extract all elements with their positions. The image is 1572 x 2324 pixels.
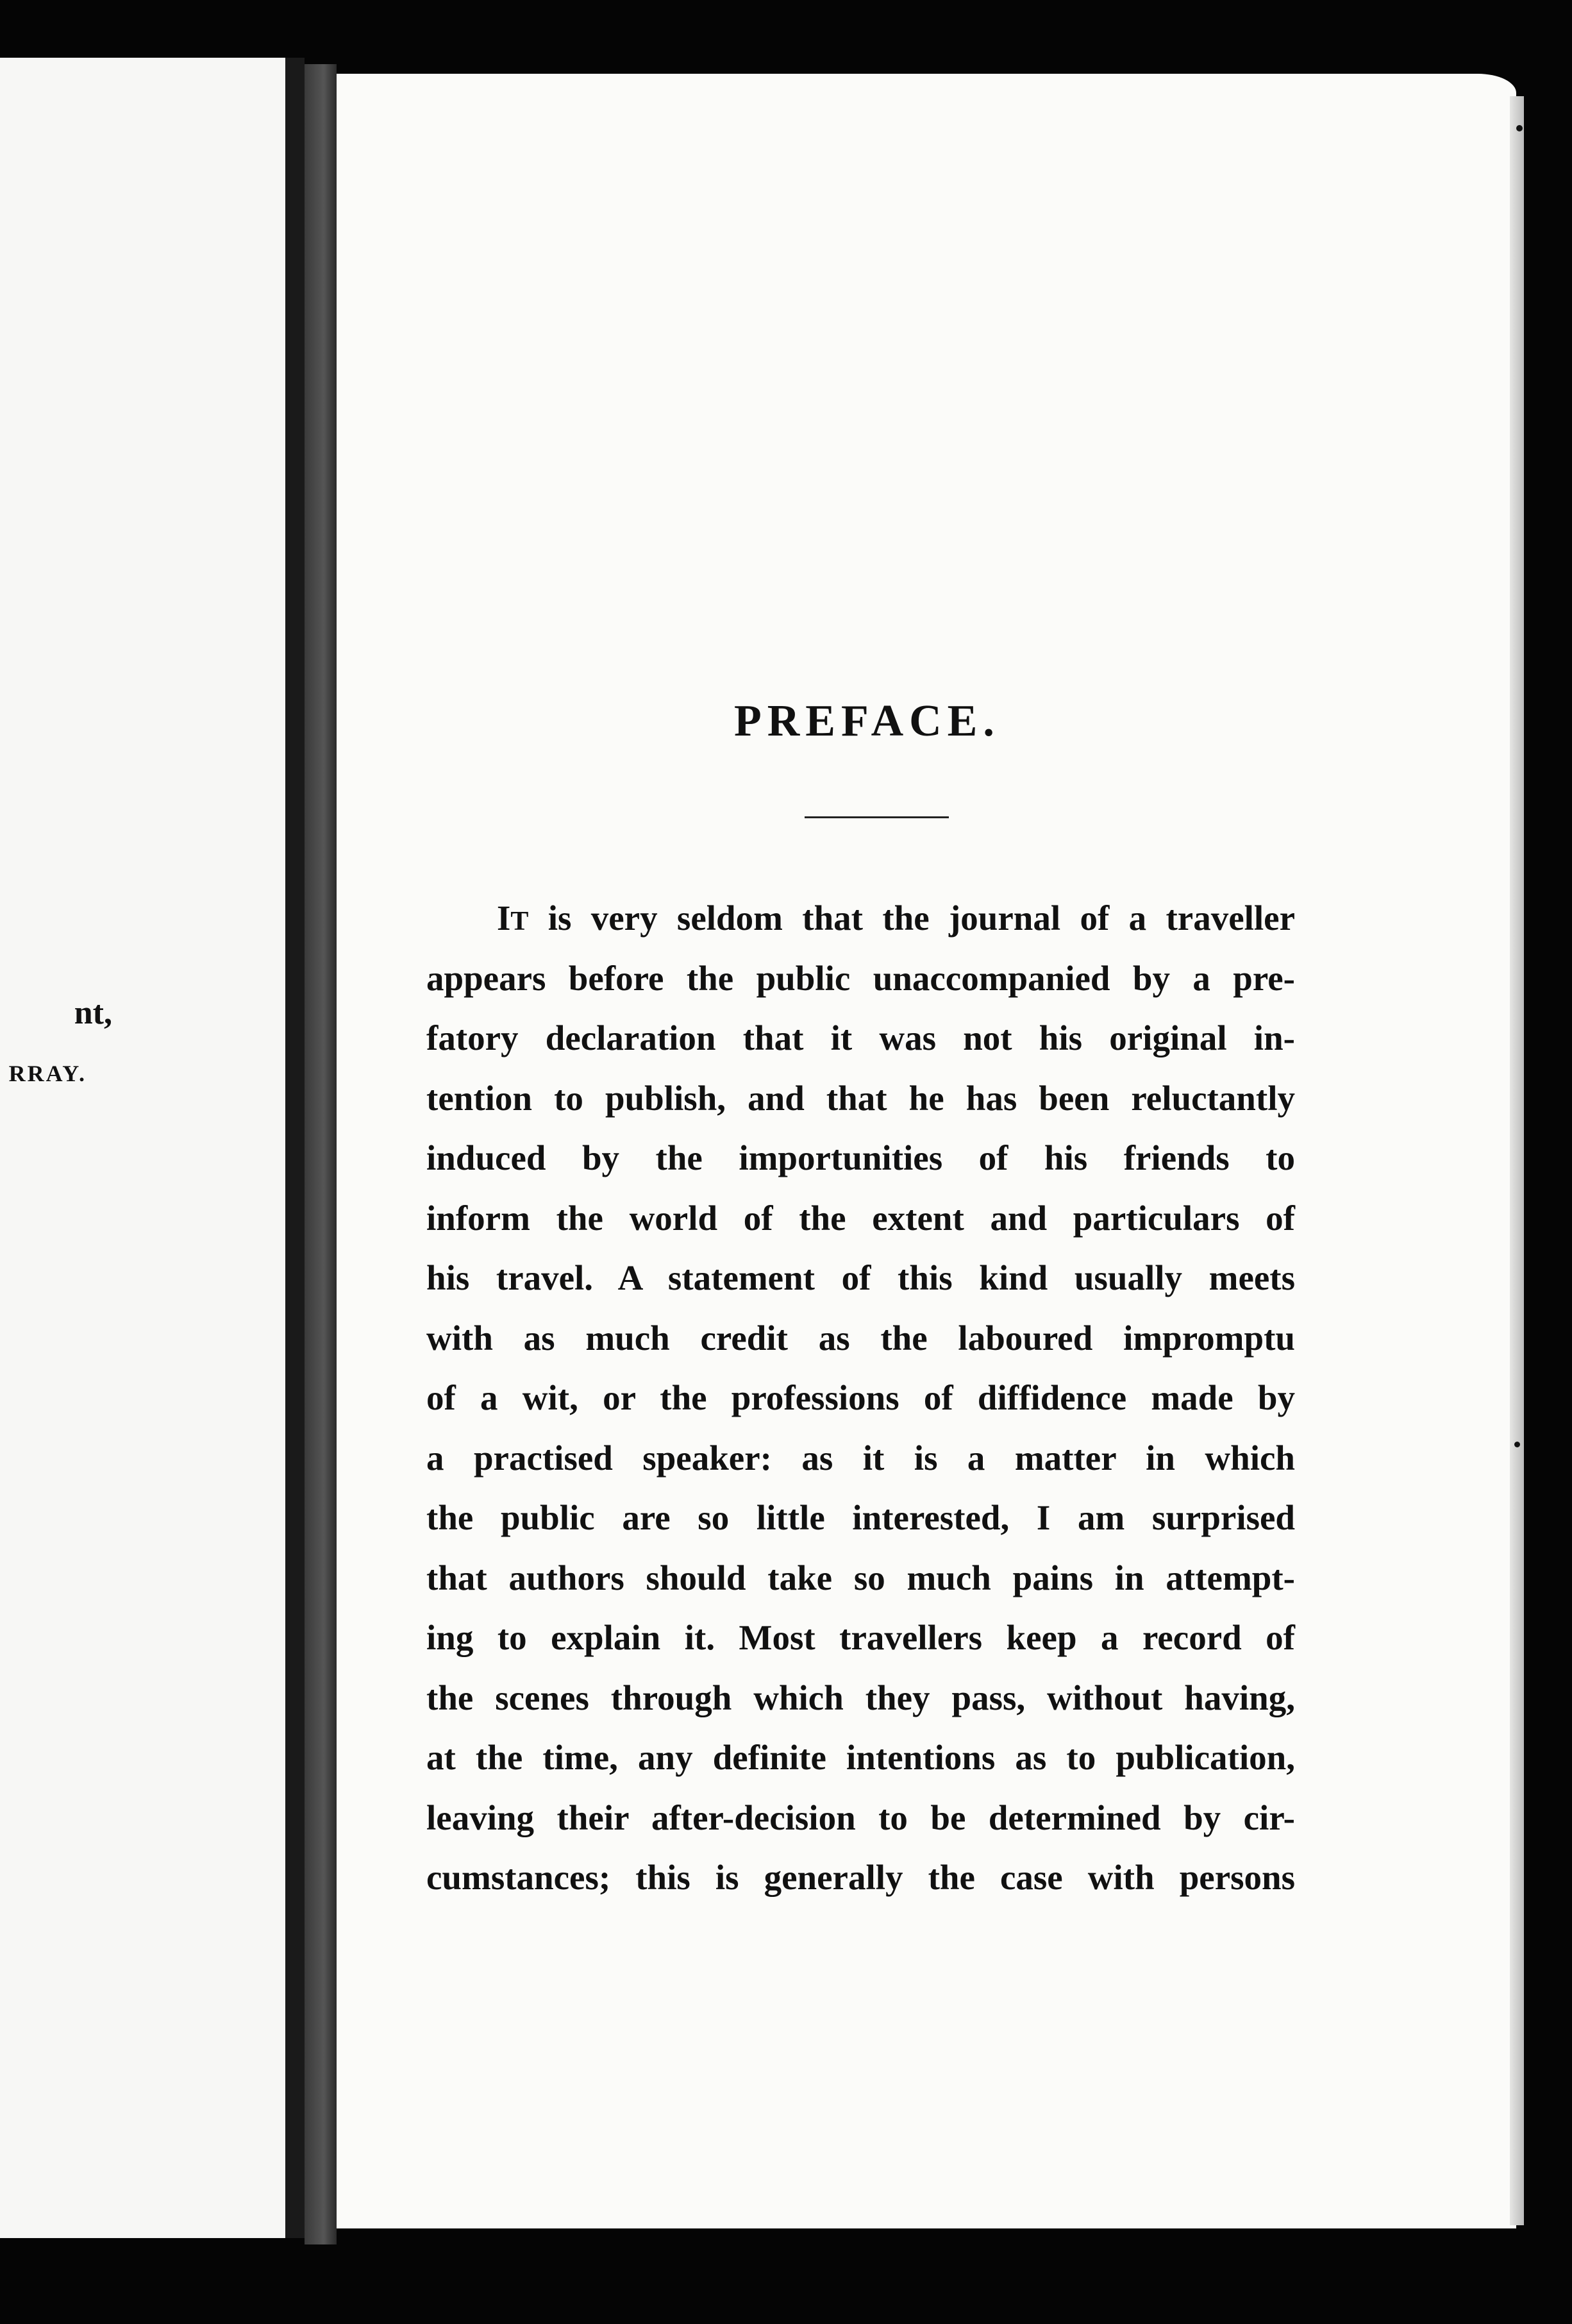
text-line: his travel. A statement of this kind usually meets [426,1258,1295,1297]
text-line: fatory declaration that it was not his original in- [426,1018,1295,1057]
text-line: the scenes through which they pass, without having, [426,1678,1295,1717]
ink-speck [1516,125,1523,131]
initial-word: IT [497,898,529,938]
title-rule [805,816,949,818]
left-closing-signature: RRAY. [8,1061,87,1086]
text-line: cumstances; this is generally the case with persons [426,1858,1295,1897]
text-line: ing to explain it. Most travellers keep a record of [426,1618,1295,1657]
ink-speck [1514,1442,1520,1447]
page-title: PREFACE. [734,696,1000,746]
text-line: of a wit, or the professions of diffidence made by [426,1378,1295,1417]
first-line-rest: is very seldom that the journal of a traveller [528,898,1295,938]
text-line: leaving their after-decision to be determined by cir- [426,1798,1295,1837]
text-line: with as much credit as the laboured impromptu [426,1318,1295,1358]
text-line: that authors should take so much pains in attempt- [426,1558,1295,1597]
text-line: the public are so little interested, I am surprised [426,1498,1295,1537]
text-line: a practised speaker: as it is a matter in which [426,1438,1295,1478]
text-line: induced by the importunities of his friends to [426,1138,1295,1177]
text-line: tention to publish, and that he has been reluctantly [426,1078,1295,1118]
text-line [426,888,1295,948]
text-line: inform the world of the extent and particulars of [426,1198,1295,1238]
left-page-closing [0,984,285,1102]
left-page [0,58,285,2238]
text-line: appears before the public unaccompanied by a pre- [426,958,1295,998]
left-closing-line: nt, [74,995,112,1031]
page-edge [1510,96,1524,2225]
book-gutter [285,58,305,2238]
gutter-shadow [305,64,337,2244]
preface-body [426,888,1295,1908]
text-line: at the time, any definite intentions as to publication, [426,1738,1295,1777]
